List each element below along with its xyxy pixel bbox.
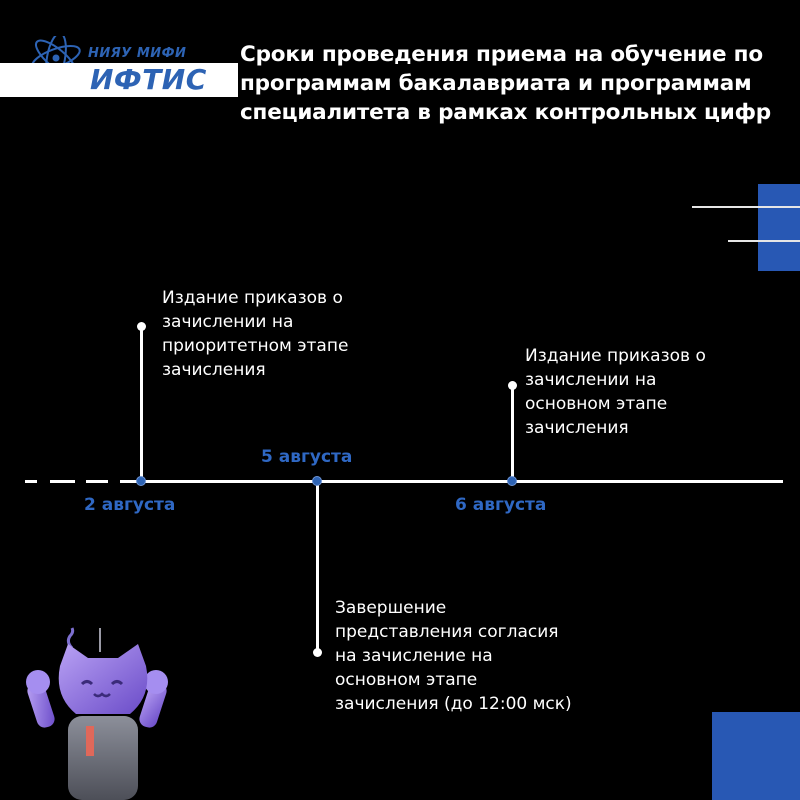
event-connector xyxy=(316,483,319,651)
decor-line xyxy=(728,240,800,242)
event-date: 6 августа xyxy=(455,495,547,515)
event-description: Завершение представления согласия на зачисление на основном этапе зачисления (до 12:00 мск) xyxy=(335,598,572,714)
decor-line xyxy=(692,206,800,208)
event-date: 5 августа xyxy=(261,447,353,467)
event-connector xyxy=(140,328,143,480)
decor-block-top xyxy=(758,184,800,271)
timeline-dash xyxy=(50,480,75,483)
page-title: Сроки проведения приема на обучение по программам бакалавриата и программам специалитета в рамках контрольных цифр xyxy=(240,42,771,125)
timeline-point xyxy=(312,476,322,486)
event-marker xyxy=(313,648,322,657)
event-description: Издание приказов о зачислении на приоритетном этапе зачисления xyxy=(162,288,349,380)
event-date: 2 августа xyxy=(84,495,176,515)
timeline-dash xyxy=(86,480,108,483)
timeline-dash xyxy=(25,480,37,483)
timeline-point xyxy=(507,476,517,486)
event-description: Издание приказов о зачислении на основном этапе зачисления xyxy=(525,346,706,438)
logo xyxy=(28,36,210,102)
event-marker xyxy=(508,381,517,390)
timeline-point xyxy=(136,476,146,486)
logo-org-text: НИЯУ МИФИ xyxy=(88,46,187,61)
decor-block-bottom xyxy=(712,712,800,800)
event-connector xyxy=(511,386,514,480)
timeline-line xyxy=(120,480,783,483)
robot-cat-mascot xyxy=(20,620,170,800)
event-marker xyxy=(137,322,146,331)
logo-name-text: ИФТИС xyxy=(90,63,207,96)
